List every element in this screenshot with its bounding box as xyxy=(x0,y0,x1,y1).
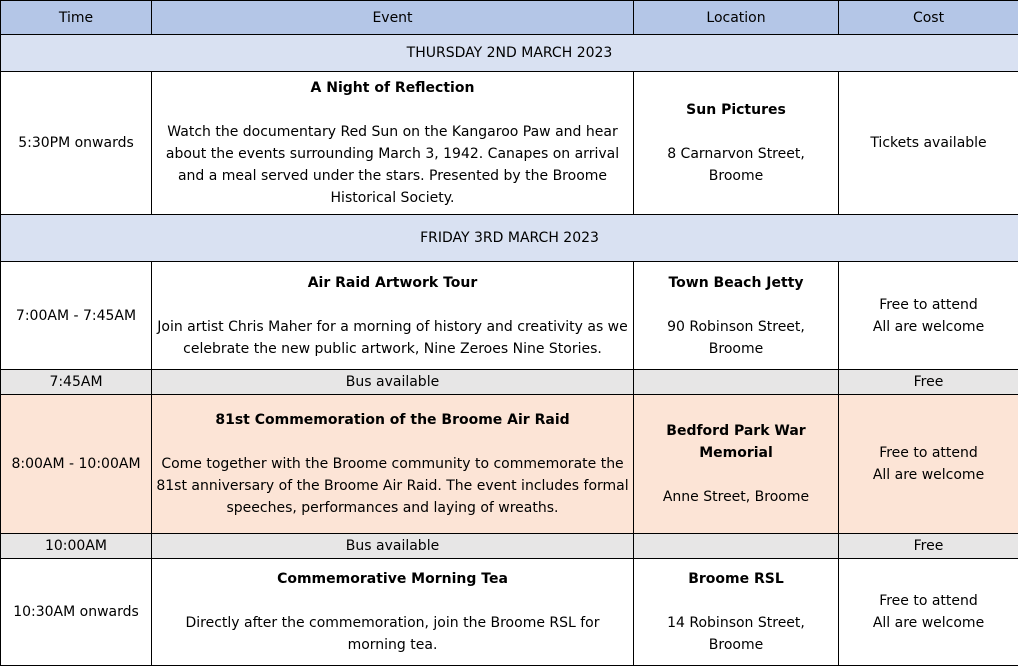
cost-line: All are welcome xyxy=(872,318,985,335)
bus-time: 7:45AM xyxy=(1,370,152,395)
event-cell xyxy=(152,559,634,666)
location-address: 90 Robinson Street, Broome xyxy=(667,318,805,357)
event-time: 7:00AM - 7:45AM xyxy=(1,262,152,370)
location-address: 8 Carnarvon Street, Broome xyxy=(667,146,805,184)
day-row-thursday xyxy=(1,35,1018,72)
bus-row xyxy=(1,534,1018,559)
location-cell xyxy=(634,262,839,370)
event-cell xyxy=(152,395,634,534)
event-cell xyxy=(152,72,634,215)
event-time: 5:30PM onwards xyxy=(1,72,152,215)
location-cell xyxy=(634,395,839,534)
header-time: Time xyxy=(1,1,152,35)
event-time: 8:00AM - 10:00AM xyxy=(1,395,152,534)
bus-event: Bus available xyxy=(152,370,634,395)
event-description: Directly after the commemoration, join the Broome RSL for morning tea. xyxy=(185,615,600,653)
location-cell xyxy=(634,559,839,666)
bus-time: 10:00AM xyxy=(1,534,152,559)
table-row xyxy=(1,72,1018,215)
location-address: Anne Street, Broome xyxy=(662,489,810,505)
cost-line: Free to attend xyxy=(879,445,978,461)
location-cell xyxy=(634,72,839,215)
bus-cost: Free xyxy=(839,370,1018,395)
event-title: A Night of Reflection xyxy=(310,80,475,96)
event-description: Join artist Chris Maher for a morning of history and creativity as we celebrate the new public artwork, Nine Zeroes Nine Stories. xyxy=(157,318,628,357)
location-address: 14 Robinson Street, Broome xyxy=(667,615,805,653)
cost-line: All are welcome xyxy=(872,615,985,631)
day-label: THURSDAY 2ND MARCH 2023 xyxy=(1,35,1018,72)
bus-location xyxy=(634,370,839,395)
day-row-friday xyxy=(1,215,1018,262)
table-row xyxy=(1,559,1018,666)
event-description: Come together with the Broome community to commemorate the 81st anniversary of the Broome Air Raid. The event includes formal speeches, performances and laying of wreaths. xyxy=(156,456,629,516)
bus-event: Bus available xyxy=(152,534,634,559)
event-cell xyxy=(152,262,634,370)
cost-line: Free to attend xyxy=(879,593,978,609)
location-name: Sun Pictures xyxy=(686,102,786,118)
day-label: FRIDAY 3RD MARCH 2023 xyxy=(1,215,1018,262)
header-event: Event xyxy=(152,1,634,35)
bus-row xyxy=(1,370,1018,395)
event-time: 10:30AM onwards xyxy=(1,559,152,666)
cost-line: All are welcome xyxy=(872,467,985,483)
cost-cell xyxy=(839,559,1018,666)
cost-cell xyxy=(839,72,1018,215)
cost-cell xyxy=(839,395,1018,534)
bus-cost: Free xyxy=(839,534,1018,559)
event-description: Watch the documentary Red Sun on the Kangaroo Paw and hear about the events surrounding March 3, 1942. Canapes on arrival and a meal served under the stars. Presented by the Broome Historical Society. xyxy=(165,124,620,206)
table-row xyxy=(1,395,1018,534)
location-name: Bedford Park War Memorial xyxy=(666,423,806,461)
event-title: Air Raid Artwork Tour xyxy=(307,274,478,291)
table-row xyxy=(1,262,1018,370)
table-header-row xyxy=(1,1,1018,35)
header-cost: Cost xyxy=(839,1,1018,35)
location-name: Town Beach Jetty xyxy=(668,274,804,291)
event-title: 81st Commemoration of the Broome Air Raid xyxy=(215,412,570,428)
event-title: Commemorative Morning Tea xyxy=(277,571,508,587)
location-name: Broome RSL xyxy=(688,571,784,587)
bus-location xyxy=(634,534,839,559)
cost-cell xyxy=(839,262,1018,370)
header-location: Location xyxy=(634,1,839,35)
cost-line: Free to attend xyxy=(879,296,978,313)
cost-line: Tickets available xyxy=(870,135,987,151)
